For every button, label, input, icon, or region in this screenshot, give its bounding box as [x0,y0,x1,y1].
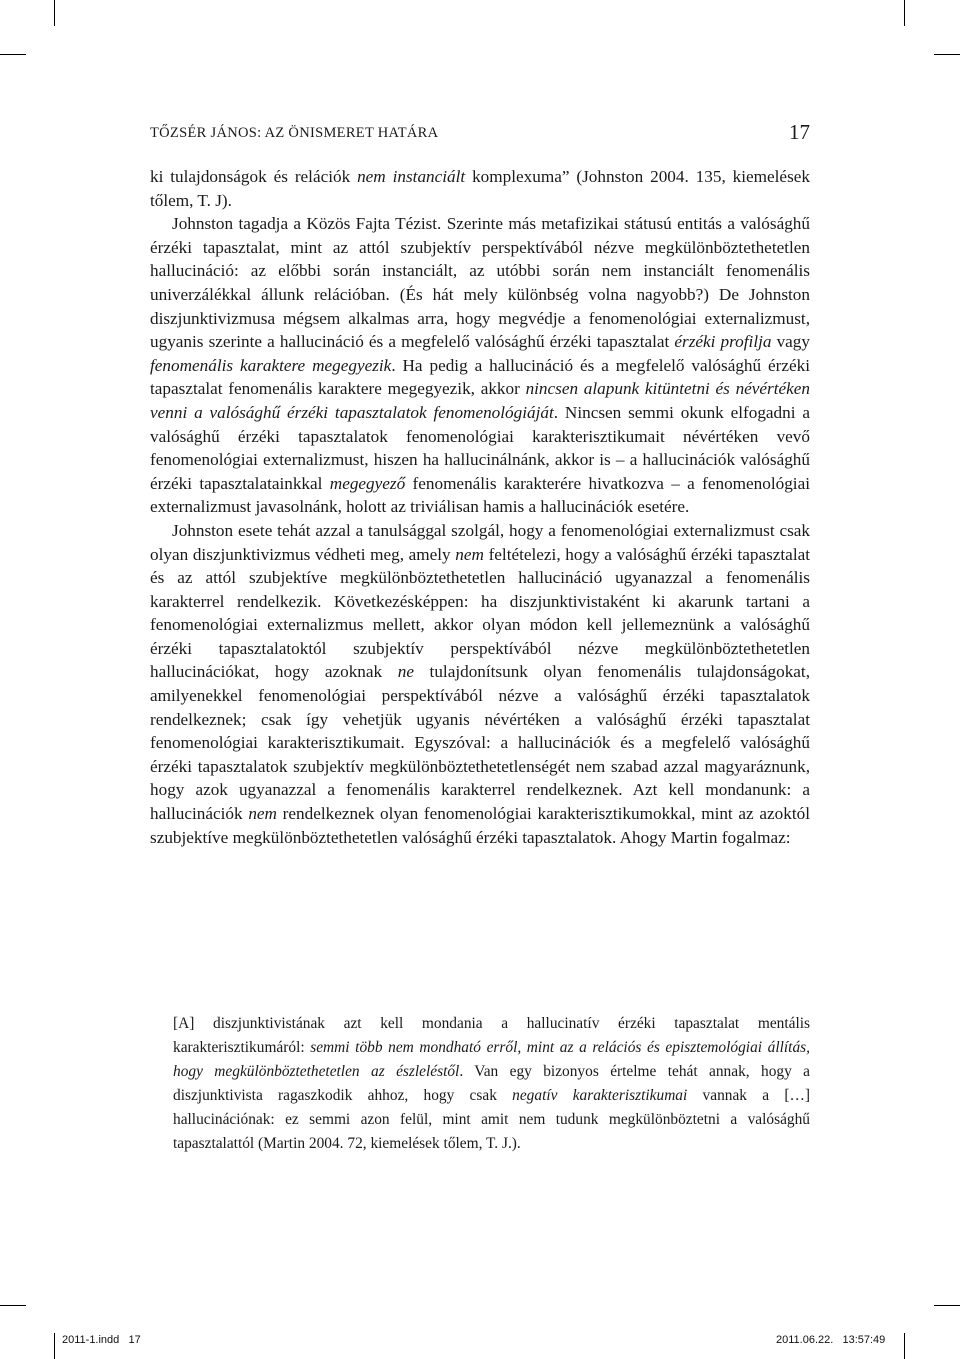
text-run: Johnston tagadja a Közös Fajta Tézist. Szerinte más metafizikai státusú entitás a valósághű érzéki tapasztalat, mint az attól szubjektív perspektívából nézve megkülönböztethetetlen hallucináció: az előbbi során instanciált, az utóbbi során nem instanciált fenomenális univerzálékkal állunk relációban. (És hát mely különbség volna nagyobb?) De Johnston diszjunktivizmusa mégsem alkalmas arra, hogy megvédje a fenomenológiai externalizmust, ugyanis szerinte a hallucináció és a megfelelő valósághű érzéki tapasztalat [150,214,810,352]
italic-text: negatív karakterisztikumai [512,1087,688,1104]
body-text [150,165,810,849]
text-run: rendelkeznek olyan fenomenológiai karakterisztikumokkal, mint az azoktól szubjektíve megkülönböztethetetlen valósághű érzéki tapasztalatok. Ahogy Martin fogalmaz: [150,804,810,847]
paragraph [150,165,810,212]
quote-paragraph [173,1012,810,1156]
text-run: . Nincsen semmi okunk elfogadni a valósághű érzéki tapasztalatok fenomenológiai karakterisztikumait névértéken vevő fenomenológiai externalizmust, hiszen ha hallucinálnánk, akkor is – a hallucinációk valósághű érzéki tapasztalatainkkal [150,402,810,493]
italic-text: nem [248,804,277,824]
italic-text: fenomenális karaktere megegyezik [150,355,392,375]
footer-file: 2011-1.indd 17 [62,1334,141,1346]
paragraph [150,519,810,849]
text-run: [A] diszjunktivistának azt kell mondania a hallucinatív érzéki tapasztalat mentális karakterisztikumáról: [173,1015,810,1056]
text-run: vannak a […] hallucinációnak: ez semmi azon felül, mint amit nem tudunk megkülönböztetni a valósághű tapasztalattól (Martin 2004. 72, kiemelések tőlem, T. J.). [173,1087,810,1152]
block-quote [173,1012,810,1156]
italic-text: nem instanciált [357,167,466,186]
italic-text: megegyező [329,473,406,493]
footer-date-time: 2011.06.22. 13:57:49 [776,1334,886,1346]
italic-text: ne [397,662,414,682]
crop-mark-bottom-left-h [0,1305,26,1306]
running-header [150,120,810,150]
crop-mark-top-left-v [54,0,55,26]
text-run: komplexuma” (Johnston 2004. 135, kiemelések tőlem, T. J). [150,167,810,210]
crop-mark-bottom-left-v [54,1333,55,1359]
italic-text: nincsen alapunk kitüntetni és névértéken venni a valósághű érzéki tapasztalatok fenomenológiáját [150,379,811,422]
text-run: fenomenális karakterére hivatkozva – a fenomenológiai externalizmust javasolnánk, holott az triviálisan hamis a hallucinációk esetére. [150,473,810,517]
crop-mark-top-left-h [0,54,26,55]
crop-mark-top-right-h [934,54,960,55]
footer-file-info [62,1334,141,1346]
page-number: 17 [789,120,810,144]
text-run: . Ha pedig a hallucináció és a megfelelő valósághű érzéki tapasztalat fenomenális karaktere megegyezik, akkor [150,355,810,399]
paragraph [150,212,810,519]
crop-mark-top-right-v [904,0,905,26]
running-title: TŐZSÉR JÁNOS: AZ ÖNISMERET HATÁRA [150,125,439,141]
text-run: feltételezi, hogy a valósághű érzéki tapasztalat és az attól szubjektíve megkülönböztethetetlen hallucináció ugyanazzal a fenomenális karakterrel rendelkezik. Következésképpen: ha diszjunktivistaként ki akarunk tartani a fenomenológiai externalizmus mellett, akkor olyan módon kell jellemeznünk a valósághű érzéki tapasztalatoktól szubjektív perspektívából nézve megkülönböztethetetlen hallucinációkat, hogy azoknak [150,544,810,682]
crop-mark-bottom-right-v [904,1333,905,1359]
crop-mark-bottom-right-h [934,1305,960,1306]
italic-text: semmi több nem mondható erről, mint az a relációs és episztemológiai állítás, hogy megkülönböztethetetlen az észleléstől [173,1039,810,1080]
footer-date-info [776,1334,885,1346]
text-run: Johnston esete tehát azzal a tanulsággal szolgál, hogy a fenomenológiai externalizmust csak olyan diszjunktivizmus védheti meg, amely [150,520,810,564]
italic-text: érzéki profilja [674,332,772,352]
text-run: vagy [771,332,810,352]
text-run: . Van egy bizonyos értelme tehát annak, hogy a diszjunktivista ragaszkodik ahhoz, hogy csak [173,1063,811,1104]
text-run: tulajdonítsunk olyan fenomenális tulajdonságokat, amilyenekkel fenomenológiai perspektívából nézve a valósághű érzéki tapasztalatok rendelkeznek; csak így vehetjük ugyanis névértéken a valósághű érzéki tapasztalat fenomenológiai karakterisztikumait. Egyszóval: a hallucinációk és a megfelelő valósághű érzéki tapasztalatok szubjektív megkülönböztethetetlenségét nem szabad azzal magyaráznunk, hogy azok ugyanazzal a fenomenális karakterrel rendelkeznek. Azt kell mondanunk: a hallucinációk [150,662,810,824]
text-run: ki tulajdonságok és relációk [150,167,358,186]
italic-text: nem [455,544,484,564]
